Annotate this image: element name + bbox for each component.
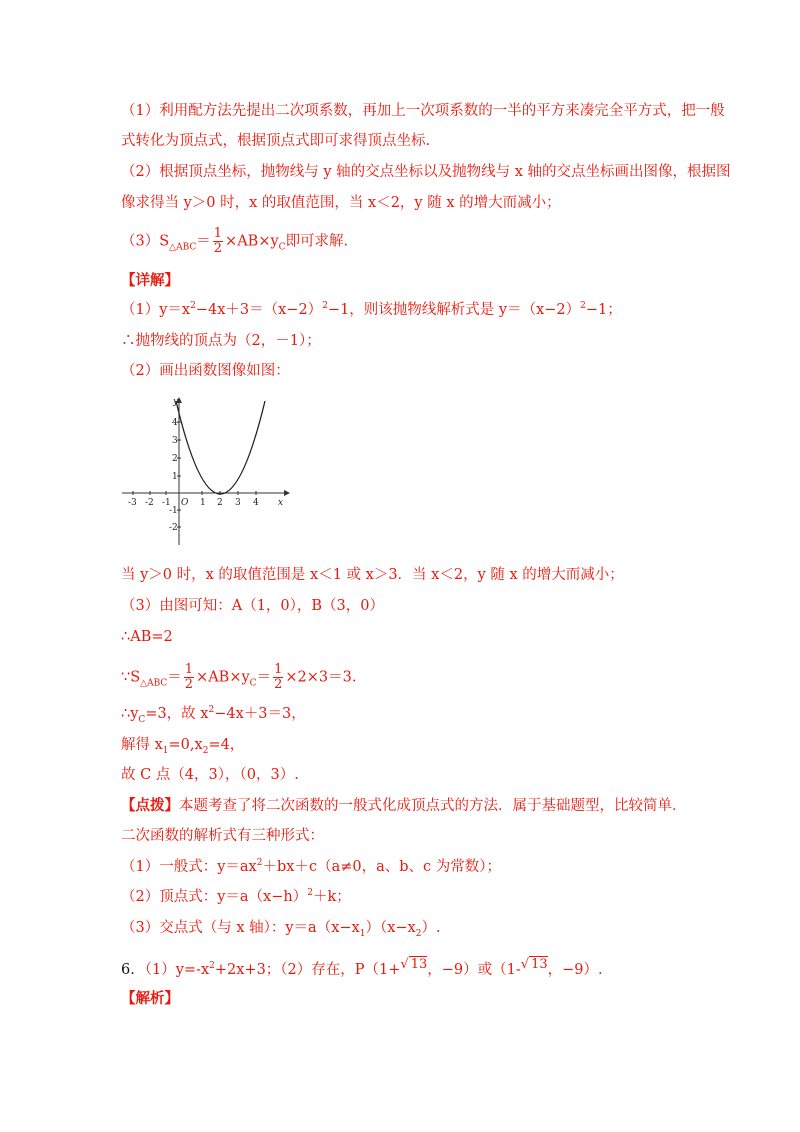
hint-line-1a: （1）利用配方法先提出二次项系数，再加上一次项系数的一半的平方来凑完全平方式，把一般 (121, 103, 725, 119)
detail-line-4: 当 y＞0 时，x 的取值范围是 x＜1 或 x＞3．当 x＜2，y 随 x 的增大而减小； (121, 567, 624, 583)
x-tick-neg2: -2 (145, 498, 154, 508)
x-tick-3: 3 (235, 498, 241, 508)
detail-line-10: 故 C 点（4，3），（0，3）. (121, 767, 299, 783)
y-tick-3: 3 (172, 436, 178, 446)
origin-label: O (181, 498, 189, 508)
detail-line-1: $(1)y=x^2-4x+3=(x-2)^2-1$，则该抛物线解析式是 $y=(x-2)^2-1$； (121, 301, 622, 318)
point-line-5: （3）交点式（与 x 轴）：$y=a(x-x_1)(x-x_2)$. (121, 920, 441, 939)
hint-line-3: $(3)S_{\triangle ABC}=$ $\frac{1}{2}$ $\times AB\times y_C$即可求解. (121, 226, 349, 256)
hint-line-2a: （2）根据顶点坐标，抛物线与 y 轴的交点坐标以及抛物线与 x 轴的交点坐标画出图像，根据图 (121, 164, 731, 180)
detail-heading: 【详解】 (121, 272, 179, 289)
fraction-half: $\frac{1}{2}$ (213, 226, 223, 256)
point-line-1: 【点拨】本题考查了将二次函数的一般式化成顶点式的方法．属于基础题型，比较简单． (121, 797, 687, 814)
y-axis-label: y (173, 397, 179, 407)
sqrt-13-a: √ 13 (400, 957, 428, 972)
x-tick-neg1: -1 (162, 498, 171, 508)
y-tick-2: 2 (172, 454, 178, 464)
x-tick-4: 4 (253, 498, 259, 508)
detail-line-9: 解得 $x_1=0,x_2=4$， (121, 737, 245, 756)
hint-line-1b: 式转化为顶点式，根据顶点式即可求得顶点坐标. (121, 133, 431, 149)
y-tick-neg1: -1 (169, 506, 178, 516)
q6-answer: 6．$(1)y=-x^2+2x+3$；（2）存在，P（1+√ 13，−9）或（1-√ 13，−9）. (121, 957, 603, 978)
detail-line-7: $\because S_{\triangle ABC}=$ $\frac{1}{2}$ $\times AB\times y_C=$ $\frac{1}{2}$ ×2×3＝3. (121, 662, 357, 692)
y-tick-neg2: -2 (169, 523, 178, 533)
fraction-half-1: $\frac{1}{2}$ (184, 662, 194, 692)
analysis-heading: 【解析】 (121, 990, 179, 1007)
sqrt-13-b: √ 13 (520, 957, 548, 972)
fraction-half-2: $\frac{1}{2}$ (274, 662, 283, 692)
detail-line-8: $\therefore y_C=3$，故 $x^2-4x+3=3$， (121, 705, 306, 725)
x-tick-neg3: -3 (128, 498, 137, 508)
detail-line-2: ∴抛物线的顶点为（2，－1）； (121, 333, 321, 349)
parabola-graph (118, 395, 293, 547)
hint-line-2b: 像求得当 y＞0 时，x 的取值范围，当 x＜2，y 随 x 的增大而减小； (121, 195, 561, 211)
detail-line-5: （3）由图可知：A（1，0），B（3，0） (121, 598, 385, 614)
x-axis-label: x (278, 498, 284, 508)
y-tick-4: 4 (172, 418, 178, 428)
parabola-curve (176, 401, 265, 494)
y-tick-1: 1 (172, 472, 178, 482)
point-line-2: 二次函数的解析式有三种形式： (121, 828, 324, 844)
detail-line-3: （2）画出函数图像如图： (121, 363, 290, 379)
x-tick-1: 1 (200, 498, 206, 508)
detail-line-6: ∴AB=2 (121, 629, 173, 645)
point-line-4: （2）顶点式：$y=a(x-h)^2+k$； (121, 888, 351, 905)
point-line-3: （1）一般式：$y=ax^2+bx+c(a\ne 0$，a、b、c 为常数）； (121, 858, 501, 875)
x-tick-2: 2 (217, 498, 223, 508)
